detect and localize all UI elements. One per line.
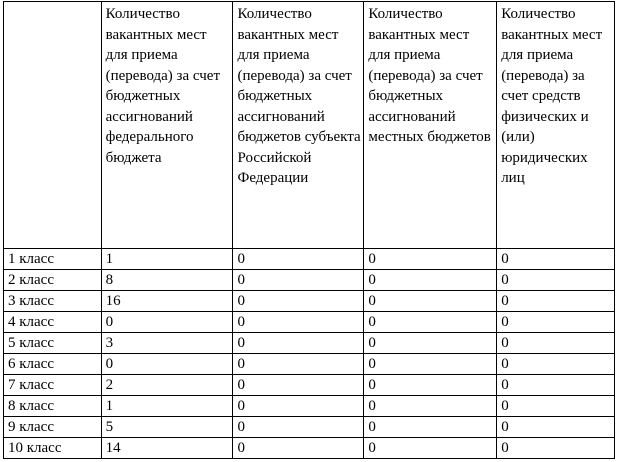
subject-value: 0 [233,438,364,459]
table-row [4,354,615,375]
local-value: 0 [364,396,497,417]
header-empty-cell [4,2,102,249]
local-value: 0 [364,249,497,270]
private-value: 0 [497,375,615,396]
local-value: 0 [364,312,497,333]
table-row [4,375,615,396]
table-row [4,396,615,417]
subject-value: 0 [233,249,364,270]
federal-value: 1 [101,249,233,270]
subject-value: 0 [233,375,364,396]
subject-value: 0 [233,417,364,438]
table-row [4,270,615,291]
private-value: 0 [497,333,615,354]
federal-value: 3 [101,333,233,354]
federal-value: 1 [101,396,233,417]
class-label: 8 класс [4,396,102,417]
header-row [4,2,615,249]
local-value: 0 [364,291,497,312]
private-value: 0 [497,396,615,417]
federal-value: 14 [101,438,233,459]
subject-value: 0 [233,291,364,312]
local-value: 0 [364,354,497,375]
subject-value: 0 [233,396,364,417]
class-label: 9 класс [4,417,102,438]
local-value: 0 [364,417,497,438]
federal-value: 2 [101,375,233,396]
private-value: 0 [497,270,615,291]
table-row [4,312,615,333]
header-federal-budget: Количество вакантных мест для приема (перевода) за счет бюджетных ассигнований федерального бюджета [101,2,233,249]
federal-value: 16 [101,291,233,312]
local-value: 0 [364,438,497,459]
table-row [4,417,615,438]
federal-value: 0 [101,354,233,375]
subject-value: 0 [233,333,364,354]
private-value: 0 [497,249,615,270]
header-local-budget: Количество вакантных мест для приема (перевода) за счет бюджетных ассигнований местных бюджетов [364,2,497,249]
class-label: 1 класс [4,249,102,270]
class-label: 7 класс [4,375,102,396]
header-private-funds: Количество вакантных мест для приема (перевода) за счет средств физических и (или) юридических лиц [497,2,615,249]
private-value: 0 [497,438,615,459]
table-row [4,438,615,459]
subject-value: 0 [233,354,364,375]
subject-value: 0 [233,270,364,291]
vacancy-table [3,1,615,459]
table-row [4,291,615,312]
local-value: 0 [364,333,497,354]
class-label: 6 класс [4,354,102,375]
class-label: 4 класс [4,312,102,333]
local-value: 0 [364,270,497,291]
table-row [4,333,615,354]
private-value: 0 [497,354,615,375]
federal-value: 0 [101,312,233,333]
class-label: 5 класс [4,333,102,354]
table-row [4,249,615,270]
class-label: 2 класс [4,270,102,291]
local-value: 0 [364,375,497,396]
federal-value: 8 [101,270,233,291]
class-label: 3 класс [4,291,102,312]
subject-value: 0 [233,312,364,333]
private-value: 0 [497,417,615,438]
federal-value: 5 [101,417,233,438]
class-label: 10 класс [4,438,102,459]
private-value: 0 [497,291,615,312]
private-value: 0 [497,312,615,333]
header-subject-budget: Количество вакантных мест для приема (перевода) за счет бюджетных ассигнований бюджетов субъекта Российской Федерации [233,2,364,249]
